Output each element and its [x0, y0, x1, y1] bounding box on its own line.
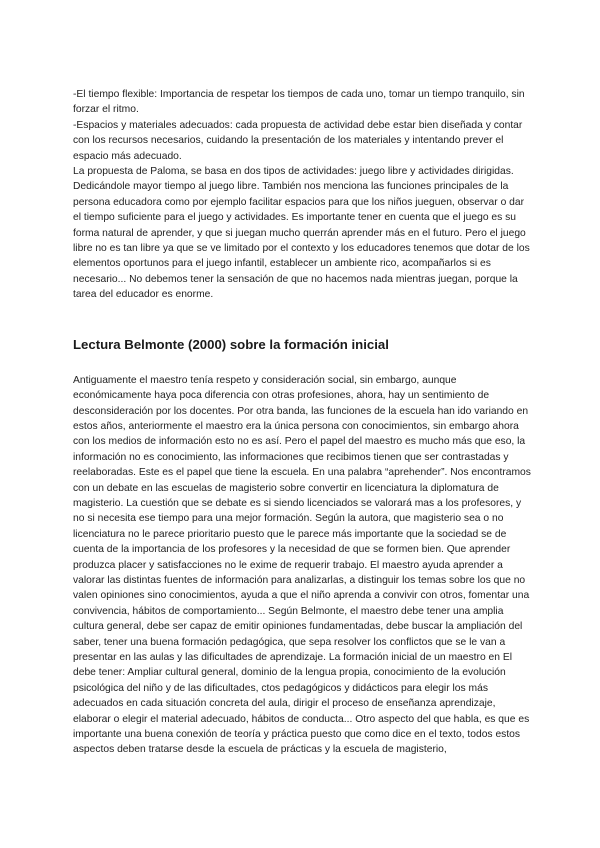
document-page — [73, 87, 531, 758]
section-heading: Lectura Belmonte (2000) sobre la formación inicial — [73, 336, 389, 352]
paragraph-espacios-materiales: -Espacios y materiales adecuados: cada propuesta de actividad debe estar bien diseñada y contar con los recursos necesarios, cuidando la presentación de los materiales y intentando prever el espacio más adecuado. — [73, 119, 523, 162]
paragraph-belmonte-body: Antiguamente el maestro tenía respeto y consideración social, sin embargo, aunque económicamente haya poca diferencia con otras profesiones, ahora, hay un sentimiento de desconsideración por los docentes. Por otra banda, las funciones de la escuela han ido variando en estos años, anteriormente el maestro era la única persona con conocimientos, sin embargo ahora con los medios de información esto no es así. Pero el papel del maestro es mucho más que eso, la información no es conocimiento, las informaciones que recibimos tienen que ser contrastadas y reelaboradas. Este es el papel que tiene la escuela. En una palabra “aprehender”. Nos encontramos con un debate en las escuelas de magisterio sobre convertir en licenciatura la diplomatura de magisterio. La cuestión que se debate es si siendo licenciados se valorará mas a los profesores, y no si necesita ese tiempo para una mejor formación. Según la autora, que magisterio sea o no licenciatura no le parece prioritario puesto que le parece más importante que la sociedad se de cuenta de la importancia de los profesores y la necesidad de que se formen bien. Que aprender produzca placer y satisfacciones no le exime de requerir trabajo. El maestro ayuda aprender a valorar las distintas fuentes de información para analizarlas, a distinguir los temas sobre los que no valen opiniones sino conocimientos, ayuda a que el niño aprenda a convivir con otros, fomentar una convivencia, hábitos de comportamiento... Según Belmonte, el maestro debe tener una amplia cultura general, debe ser capaz de emitir opiniones fundamentadas, debe buscar la ampliación del saber, tener una buena formación pedagógica, que sepa resolver los conflictos que se le van a presentar en las aulas y las dificultades de aprendizaje. La formación inicial de un maestro en El debe tener: Ampliar cultural general, dominio de la lengua propia, conocimiento de la evolución psicológica del niño y de las dificultades, ctos pedagógicos y didácticos para elegir los más adecuados en cada situación concreta del aula, dirigir el proceso de enseñanza aprendizaje, elaborar o elegir el material adecuado, hábitos de conducta... Otro aspecto del que habla, es que es importante una buena conexión de teoría y práctica puesto que como dice en el texto, todos estos aspectos deben tratarse desde la escuela de prácticas y la escuela de magisterio, — [73, 374, 531, 756]
paragraph-tiempo-flexible: -El tiempo flexible: Importancia de respetar los tiempos de cada uno, tomar un tiempo tranquilo, sin forzar el ritmo. — [73, 89, 525, 116]
paragraph-propuesta-paloma: La propuesta de Paloma, se basa en dos tipos de actividades: juego libre y actividades dirigidas. Dedicándole mayor tiempo al juego libre. También nos menciona las funciones principales de la persona educadora como por ejemplo facilitar espacios para que los niños jueguen, observar o dar el tiempo suficiente para el juego y actividades. Es importante tener en cuenta que el juego es su forma natural de aprender, y que si juegan mucho querrán aprender más en el futuro. Pero el juego libre no es tan libre ya que se ve limitado por el contexto y los educadores tenemos que dotar de los elementos oportunos para el juego infantil, establecer un ambiente rico, acompañarlos si es necesario... No debemos tener la sensación de que no hacemos nada mientras juegan, porque la tarea del educador es enorme. — [73, 166, 530, 301]
